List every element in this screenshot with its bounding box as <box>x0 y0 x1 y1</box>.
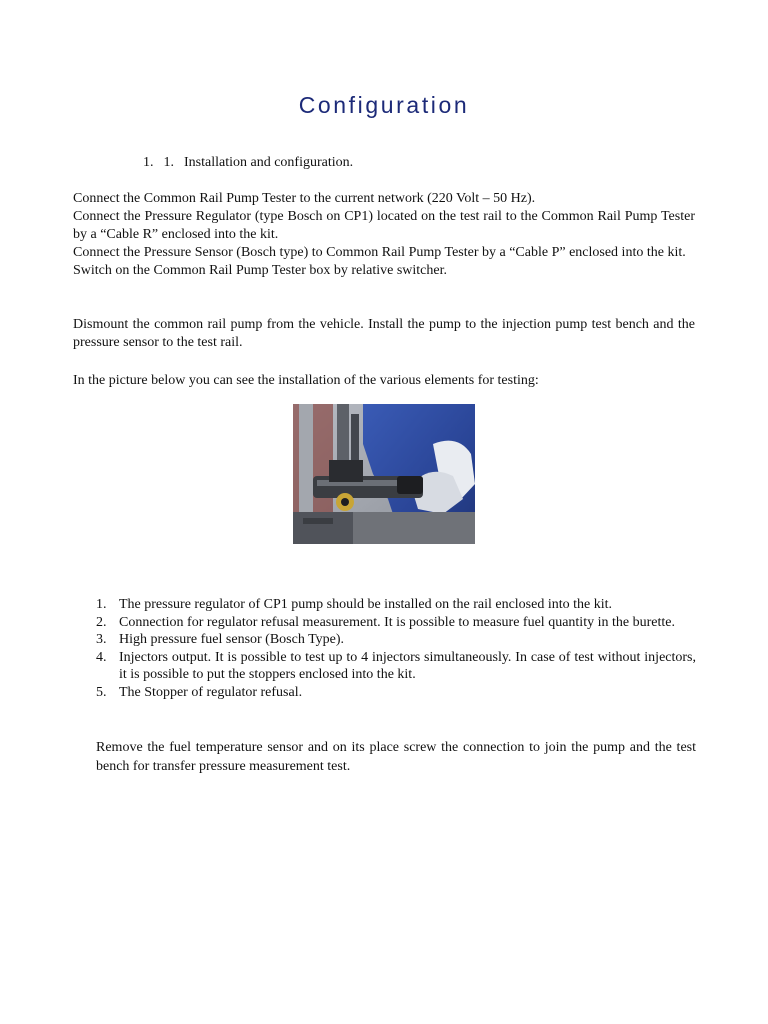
list-text: High pressure fuel sensor (Bosch Type). <box>119 632 345 647</box>
list-item <box>96 596 696 614</box>
intro-line: Connect the Pressure Sensor (Bosch type) to Common Rail Pump Tester by a “Cable P” enclosed into the kit. <box>73 245 686 260</box>
intro-line: Connect the Common Rail Pump Tester to the current network (220 Volt – 50 Hz). <box>73 191 536 206</box>
section-number-1: 1. <box>143 155 154 170</box>
final-paragraph: Remove the fuel temperature sensor and on its place screw the connection to join the pump and the test bench for transfer pressure measurement test. <box>96 740 696 774</box>
list-text: The pressure regulator of CP1 pump should be installed on the rail enclosed into the kit. <box>119 597 613 612</box>
list-text: Connection for regulator refusal measurement. It is possible to measure fuel quantity in the burette. <box>119 614 675 630</box>
picture-intro-text: In the picture below you can see the installation of the various elements for testing: <box>73 373 539 388</box>
list-number: 5. <box>96 684 107 700</box>
list-item <box>96 631 696 649</box>
section-number-2: 1. <box>163 155 174 170</box>
page-title: Configuration <box>298 92 470 118</box>
installation-photo-illustration <box>293 404 475 544</box>
installation-photo <box>293 404 475 544</box>
intro-line: Switch on the Common Rail Pump Tester box by relative switcher. <box>73 263 447 278</box>
list-item <box>96 684 696 702</box>
list-item <box>96 649 696 684</box>
list-text: Injectors output. It is possible to test up to 4 injectors simultaneously. In case of test without injectors, it is possible to put the stoppers enclosed into the kit. <box>119 649 696 682</box>
list-number: 4. <box>96 649 107 665</box>
list-number: 1. <box>96 597 107 612</box>
list-text: The Stopper of regulator refusal. <box>119 684 303 700</box>
dismount-text: Dismount the common rail pump from the vehicle. Install the pump to the injection pump test bench and the pressure sensor to the test rail. <box>73 317 695 350</box>
list-item <box>96 614 696 632</box>
intro-line: Connect the Pressure Regulator (type Bosch on CP1) located on the test rail to the Common Rail Pump Tester by a “Cable R” enclosed into the kit. <box>73 209 695 242</box>
picture-intro-paragraph <box>73 372 695 390</box>
section-title: Installation and configuration. <box>184 155 354 170</box>
section-heading <box>143 155 353 171</box>
steps-list <box>96 596 696 701</box>
list-number: 3. <box>96 632 107 647</box>
dismount-paragraph <box>73 316 695 352</box>
list-number: 2. <box>96 614 107 630</box>
intro-paragraph <box>73 190 695 280</box>
